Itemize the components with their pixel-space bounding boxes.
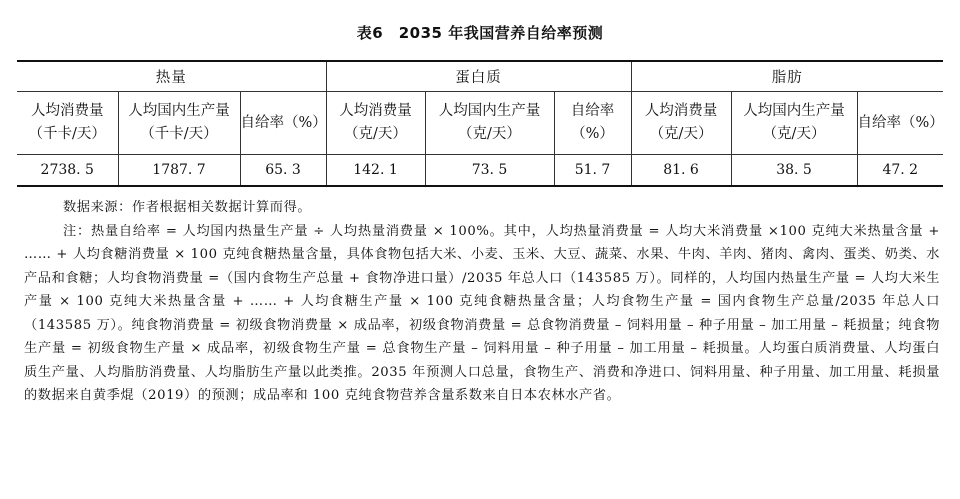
table-cell: 2738. 5	[17, 155, 118, 187]
column-header	[425, 92, 554, 155]
group-header-fat: 脂肪	[631, 61, 943, 92]
table-cell: 47. 2	[857, 155, 943, 187]
column-header-label: 人均国内生产量（克/天）	[438, 103, 541, 142]
group-header-protein: 蛋白质	[326, 61, 631, 92]
table-cell: 73. 5	[425, 155, 554, 187]
column-header-label: 自给率（%）	[240, 114, 327, 131]
column-header	[118, 92, 240, 155]
column-header	[857, 92, 943, 155]
data-source-line: 数据来源：作者根据相关数据计算而得。	[63, 200, 312, 215]
column-header	[326, 92, 425, 155]
column-header	[554, 92, 631, 155]
table-container	[17, 60, 943, 187]
column-header-label: 自给率（%）	[857, 114, 944, 131]
table-cell: 38. 5	[731, 155, 857, 187]
column-header	[631, 92, 731, 155]
column-header	[17, 92, 118, 155]
column-header-label: 人均消费量（克/天）	[339, 103, 412, 142]
table-notes	[24, 196, 940, 408]
table-cell: 1787. 7	[118, 155, 240, 187]
table-row	[17, 155, 943, 187]
table-note-paragraph: 注：热量自给率 = 人均国内热量生产量 ÷ 人均热量消费量 × 100%。其中，人均热量消费量 = 人均大米消费量 ×100 克纯大米热量含量 + …… + 人均食糖消费量 × 100 克纯食糖热量含量，具体食物包括大米、小麦、玉米、大豆、蔬菜、水果、牛肉、羊肉、猪肉、禽肉、蛋类、奶类、水产品和食糖；人均食物消费量 =（国内食物生产总量 + 食物净进口量）/2035 年总人口（143585 万）。同样的，人均国内热量生产量 = 人均大米生产量 × 100 克纯大米热量含量 + …… + 人均食糖生产量 × 100 克纯食糖热量含量；人均食物生产量 = 国内食物生产总量/2035 年总人口（143585 万）。纯食物消费量 = 初级食物消费量 × 成品率，初级食物消费量 = 总食物消费量 – 饲料用量 – 种子用量 – 加工用量 – 耗损量；纯食物生产量 = 初级食物生产量 × 成品率，初级食物生产量 = 总食物生产量 – 饲料用量 – 种子用量 – 加工用量 – 耗损量。人均蛋白质消费量、人均蛋白质生产量、人均脂肪消费量、人均脂肪生产量以此类推。2035 年预测人口总量，食物生产、消费和净进口、饲料用量、种子用量、加工用量、耗损量的数据来自黄季焜（2019）的预测；成品率和 100 克纯食物营养含量系数来自日本农林水产省。	[24, 223, 940, 403]
column-header-label: 人均国内生产量（千卡/天）	[128, 103, 230, 142]
table-cell: 51. 7	[554, 155, 631, 187]
group-header-calories: 热量	[17, 61, 326, 92]
column-header-label: 人均消费量（千卡/天）	[28, 103, 106, 142]
table-cell: 142. 1	[326, 155, 425, 187]
table-column-header-row	[17, 92, 943, 155]
column-header	[240, 92, 326, 155]
table-group-header-row	[17, 61, 943, 92]
table-cell: 81. 6	[631, 155, 731, 187]
column-header-label: 人均消费量（克/天）	[644, 103, 718, 142]
column-header	[731, 92, 857, 155]
table-cell: 65. 3	[240, 155, 326, 187]
column-header-label: 自给率（%）	[570, 103, 615, 142]
nutrition-self-sufficiency-table	[17, 60, 943, 187]
table-title: 表6 2035 年我国营养自给率预测	[356, 24, 604, 42]
column-header-label: 人均国内生产量（克/天）	[743, 103, 845, 142]
